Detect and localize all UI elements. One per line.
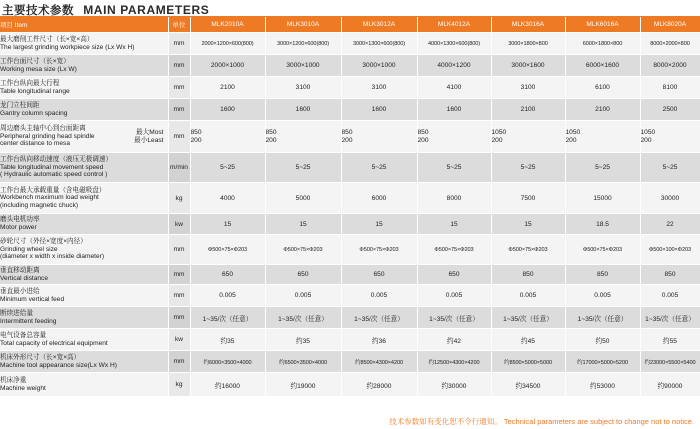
value-cell: 1~35/次（任意） (565, 307, 640, 329)
param-name-en: Table longitudinal movement speed (0, 163, 104, 171)
model-header: MLK3012A (341, 17, 417, 33)
value-cell: 3100 (265, 77, 341, 99)
value-cell: Φ500×75×Φ203 (265, 235, 341, 265)
value-cell: 1600 (341, 99, 417, 121)
param-name (0, 235, 168, 265)
value-min: 200 (417, 136, 429, 144)
value-cell: 650 (417, 265, 491, 285)
value-cell: 约23000×5500×5400 (640, 351, 700, 373)
value-cell: 5~25 (417, 153, 491, 183)
value-cell: 2100 (491, 99, 565, 121)
value-cell: 650 (190, 265, 265, 285)
table-row (0, 77, 700, 99)
param-name (0, 307, 168, 329)
title-en: MAIN PARAMETERS (83, 3, 210, 17)
value-cell: 3100 (341, 77, 417, 99)
unit-cell: mm (168, 121, 190, 153)
param-name-cn: 垂直最小进给 (0, 287, 40, 295)
value-cell: 5~25 (190, 153, 265, 183)
value-cell: 约12500×4300×4200 (417, 351, 491, 373)
value-cell: 约55 (640, 329, 700, 351)
value-cell: 15 (417, 214, 491, 235)
value-cell: 约45 (491, 329, 565, 351)
value-cell (417, 121, 491, 153)
value-cell: Φ500×100×Φ203 (640, 235, 700, 265)
value-cell: 约35 (190, 329, 265, 351)
value-cell: Φ500×75×Φ203 (341, 235, 417, 265)
value-cell: 2500 (640, 99, 700, 121)
param-name-en: ( Hydraulic automatic speed control ) (0, 171, 108, 179)
param-name (0, 33, 168, 55)
value-cell: 约19000 (265, 373, 341, 397)
value-cell: 22 (640, 214, 700, 235)
param-name-en: Grinding wheel size (0, 245, 58, 253)
unit-cell: m/min (168, 153, 190, 183)
param-name-cn: 机床净重 (0, 376, 27, 384)
value-cell: 2100 (565, 99, 640, 121)
value-cell: 1~35/次（任意） (265, 307, 341, 329)
value-cell: 0.005 (565, 285, 640, 307)
value-cell: 0.005 (341, 285, 417, 307)
model-header: MLK3010A (265, 17, 341, 33)
value-cell: 约16000 (190, 373, 265, 397)
param-name-en: Peripheral grinding head spindle (0, 132, 95, 140)
title-bar (0, 2, 700, 18)
table-row (0, 33, 700, 55)
unit-cell: mm (168, 99, 190, 121)
page-title (2, 2, 209, 18)
param-name-en: Motor power (0, 224, 37, 231)
unit-cell: kw (168, 329, 190, 351)
value-min: 200 (565, 136, 577, 144)
value-cell: 0.005 (491, 285, 565, 307)
value-cell: 0.005 (417, 285, 491, 307)
unit-cell: mm (168, 351, 190, 373)
value-cell: Φ500×75×Φ203 (565, 235, 640, 265)
value-cell: 5~25 (640, 153, 700, 183)
table-row (0, 214, 700, 235)
value-cell: 1600 (417, 99, 491, 121)
param-name-cn: 机床外形尺寸（长×宽×高） (0, 353, 81, 361)
value-cell: 1~35/次（任意） (640, 307, 700, 329)
table-row (0, 351, 700, 373)
value-cell: 约28000 (341, 373, 417, 397)
param-name-cn: 工作台纵向移动速度（液压无极调速） (0, 156, 113, 164)
value-cell: 8000×2000×800 (640, 33, 700, 55)
value-cell: 8000 (417, 183, 491, 214)
value-cell: 2000×1200×600(800) (190, 33, 265, 55)
param-name-cn: 磨头电机功率 (0, 216, 40, 224)
value-cell: 8100 (640, 77, 700, 99)
value-cell: 3000×1600 (491, 55, 565, 77)
value-cell: Φ500×75×Φ203 (190, 235, 265, 265)
unit-cell: mm (168, 285, 190, 307)
param-name (0, 183, 168, 214)
unit-cell: mm (168, 33, 190, 55)
value-cell: 850 (565, 265, 640, 285)
table-row (0, 285, 700, 307)
value-cell: 18.5 (565, 214, 640, 235)
value-min: 200 (640, 136, 652, 144)
value-cell (491, 121, 565, 153)
value-cell: 5~25 (491, 153, 565, 183)
value-max: 1050 (565, 128, 581, 136)
value-cell: 约35 (265, 329, 341, 351)
param-name-cn: 工作台最大承载重量（含电磁吸盘） (0, 186, 106, 194)
model-header: MLK4012A (417, 17, 491, 33)
param-name-en: Vertical distance (0, 274, 49, 282)
value-cell: 0.005 (640, 285, 700, 307)
param-name-en: Working mesa size (Lx W) (0, 65, 77, 73)
table-row (0, 183, 700, 214)
value-cell: 约30000 (417, 373, 491, 397)
value-cell: 3000×1200×600(800) (265, 33, 341, 55)
table-row (0, 121, 700, 153)
unit-cell: mm (168, 235, 190, 265)
table-row (0, 55, 700, 77)
param-name-en: Intermittent feeding (0, 317, 57, 325)
value-cell: 约36 (341, 329, 417, 351)
value-cell: 650 (341, 265, 417, 285)
param-name (0, 265, 168, 285)
value-cell: 30000 (640, 183, 700, 214)
value-cell (265, 121, 341, 153)
param-name-en: (including magnetic chuck) (0, 201, 79, 209)
table-row (0, 153, 700, 183)
model-header: MLK8020A (640, 17, 700, 33)
unit-cell: mm (168, 307, 190, 329)
value-cell: 4000 (190, 183, 265, 214)
min-label: 最小Least (134, 137, 164, 144)
value-cell: 6000×1600 (565, 55, 640, 77)
param-name-cn: 龙门立柱间距 (0, 101, 40, 109)
param-name-en: Gantry column spacing (0, 109, 68, 117)
value-cell: 5~25 (265, 153, 341, 183)
value-cell: 3000×1000 (341, 55, 417, 77)
unit-cell: kg (168, 183, 190, 214)
value-cell: 5000 (265, 183, 341, 214)
value-cell: 7500 (491, 183, 565, 214)
value-cell: 3000×1000 (265, 55, 341, 77)
value-cell: 850 (491, 265, 565, 285)
param-name (0, 285, 168, 307)
value-cell: 1600 (190, 99, 265, 121)
unit-cell: kw (168, 214, 190, 235)
value-cell: 6100 (565, 77, 640, 99)
value-cell: 4000×1300×600(800) (417, 33, 491, 55)
param-name-cn: 砂轮尺寸（外径×宽度×内径） (0, 238, 87, 246)
param-name (0, 153, 168, 183)
model-header: MLK6016A (565, 17, 640, 33)
param-name-en: Minimum vertical feed (0, 295, 65, 303)
value-max: 850 (265, 128, 277, 136)
param-name-cn: 工作台纵向最大行程 (0, 79, 60, 87)
value-cell: 8000×2000 (640, 55, 700, 77)
value-cell: 1~35/次（任意） (341, 307, 417, 329)
value-cell: 5~25 (341, 153, 417, 183)
max-label: 最大Most (136, 129, 164, 136)
unit-cell: kg (168, 373, 190, 397)
value-cell: 3000×1300×600(800) (341, 33, 417, 55)
value-cell: 1600 (265, 99, 341, 121)
model-header: MLK2010A (190, 17, 265, 33)
param-name (0, 99, 168, 121)
value-cell (190, 121, 265, 153)
value-cell: 15 (265, 214, 341, 235)
value-cell: Φ500×75×Φ203 (491, 235, 565, 265)
param-name-cn: 断续进给量 (0, 309, 33, 317)
value-cell: 约34500 (491, 373, 565, 397)
param-name (0, 121, 168, 153)
param-name-cn: 工作台面尺寸（长×宽） (0, 57, 70, 65)
value-min: 200 (341, 136, 353, 144)
value-cell: 约6500×3500×4000 (265, 351, 341, 373)
value-cell: 3000×1800×800 (491, 33, 565, 55)
param-name-en: Workbench maximum load weight (0, 194, 99, 202)
value-cell: 1~35/次（任意） (417, 307, 491, 329)
param-name (0, 214, 168, 235)
param-name-cn: 电气设备总容量 (0, 331, 47, 339)
table-header-row (0, 17, 700, 33)
param-name-en: center distance to mesa (0, 140, 71, 148)
model-header: MLK3016A (491, 17, 565, 33)
param-name (0, 329, 168, 351)
param-name-en: Table longitudinal range (0, 87, 70, 95)
table-row (0, 373, 700, 397)
parameters-table (0, 17, 700, 397)
param-name-cn: 最大磨削工件尺寸（长×宽×高） (0, 35, 94, 43)
value-cell: 3100 (491, 77, 565, 99)
value-cell (640, 121, 700, 153)
table-row (0, 329, 700, 351)
param-name-en: Machine weight (0, 384, 46, 392)
table-row (0, 265, 700, 285)
value-cell: 4100 (417, 77, 491, 99)
param-name (0, 351, 168, 373)
value-cell: 约17000×5000×5200 (565, 351, 640, 373)
footnote-text: 技术参数如有变化恕不令行通知。 Technical parameters are subject to change not to notice. (389, 417, 694, 426)
value-cell (565, 121, 640, 153)
value-cell: 约6000×3500×4000 (190, 351, 265, 373)
value-cell: 约50 (565, 329, 640, 351)
unit-header: 单位 (168, 17, 190, 33)
value-cell (341, 121, 417, 153)
value-cell: 约8500×5000×5000 (491, 351, 565, 373)
value-cell: 650 (265, 265, 341, 285)
value-max: 850 (190, 128, 202, 136)
value-cell: 850 (640, 265, 700, 285)
unit-cell: mm (168, 55, 190, 77)
param-name (0, 55, 168, 77)
param-name (0, 373, 168, 397)
title-cn: 主要技术参数 (2, 5, 74, 17)
param-name (0, 77, 168, 99)
value-max: 1050 (640, 128, 656, 136)
param-name-en: Machine tool appearance size(Lx Wx H) (0, 361, 117, 369)
value-cell: 2000×1000 (190, 55, 265, 77)
item-header: 项目 Item (0, 17, 168, 33)
table-row (0, 235, 700, 265)
value-min: 200 (190, 136, 202, 144)
param-name-en: The largest grinding workpiece size (Lx Wx H) (0, 43, 135, 51)
param-name-en: Total capacity of electrical equipment (0, 339, 108, 347)
value-cell: 0.005 (265, 285, 341, 307)
value-max: 850 (417, 128, 429, 136)
value-cell: 6000×1800×800 (565, 33, 640, 55)
value-cell: 1~35/次（任意） (491, 307, 565, 329)
value-cell: 约8500×4300×4200 (341, 351, 417, 373)
value-cell: 5~25 (565, 153, 640, 183)
value-cell: 约53000 (565, 373, 640, 397)
value-cell: 15000 (565, 183, 640, 214)
unit-cell: mm (168, 77, 190, 99)
unit-cell: mm (168, 265, 190, 285)
value-cell: 4000×1200 (417, 55, 491, 77)
value-cell: 约42 (417, 329, 491, 351)
value-cell: 15 (341, 214, 417, 235)
param-name-cn: 垂直移动距离 (0, 266, 40, 274)
footnote (0, 416, 700, 429)
value-min: 200 (265, 136, 277, 144)
value-cell: 约90000 (640, 373, 700, 397)
value-cell: 2100 (190, 77, 265, 99)
table-row (0, 307, 700, 329)
value-max: 850 (341, 128, 353, 136)
value-cell: Φ500×75×Φ203 (417, 235, 491, 265)
value-cell: 0.005 (190, 285, 265, 307)
value-max: 1050 (491, 128, 507, 136)
value-cell: 15 (491, 214, 565, 235)
table-row (0, 99, 700, 121)
value-cell: 1~35/次（任意） (190, 307, 265, 329)
value-cell: 6000 (341, 183, 417, 214)
value-min: 200 (491, 136, 503, 144)
param-name-cn: 周边磨头主轴中心到台面距离 (0, 125, 86, 133)
param-name-en: (diameter x width x inside diameter) (0, 253, 105, 261)
value-cell: 15 (190, 214, 265, 235)
